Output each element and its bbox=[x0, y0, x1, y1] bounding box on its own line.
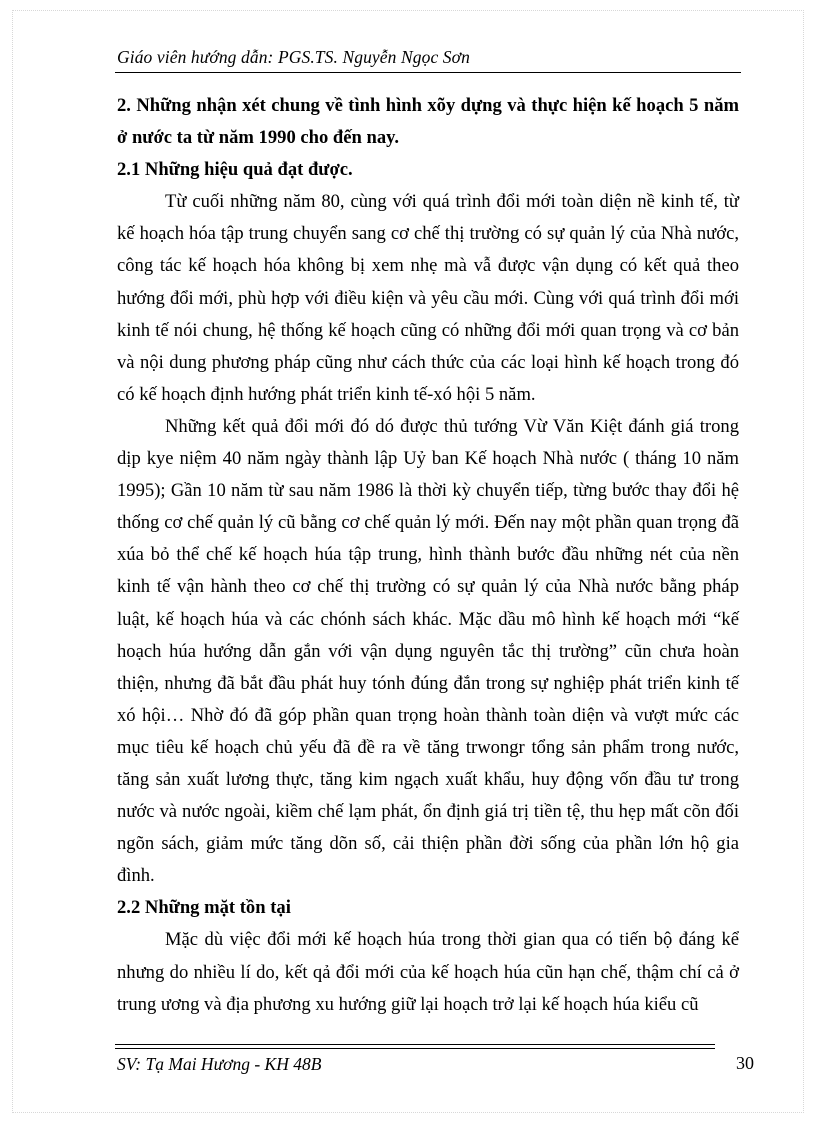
page-border-bottom bbox=[12, 1112, 804, 1113]
page-border-left bbox=[12, 10, 13, 1113]
section-title: 2. Những nhận xét chung về tình hình xõy dựng và thực hiện kế hoạch 5 năm ở nước ta từ năm 1990 cho đến nay. bbox=[117, 95, 739, 149]
page-header: Giáo viên hướng dẫn: PGS.TS. Nguyễn Ngọc Sơn bbox=[117, 47, 470, 67]
page-number: 30 bbox=[736, 1053, 754, 1073]
page-border-top bbox=[12, 10, 804, 11]
paragraph: Những kết quả đổi mới đó dó được thủ tướng Vừ Văn Kiệt đánh giá trong dịp kye niệm 40 năm ngày thành lập Uỷ ban Kế hoạch Nhà nước ( tháng 10 năm 1995); Gần 10 năm từ sau năm 1986 là thời kỳ chuyển tiếp, từng bước thay đổi hệ thống cơ chế quản lý cũ bằng cơ chế quản lý mới. Đến nay một phần quan trọng đã xúa bỏ thể chế kế hoạch húa tập trung, hình thành bước đầu những nét của nền kinh tế vận hành theo cơ chế thị trường có sự quản lý của Nhà nước bằng pháp luật, kế hoạch húa và các chónh sách khác. Mặc dầu mô hình kế hoạch mới “kế hoạch húa hướng dẫn gắn với vận dụng nguyên tắc thị trường” cũn chưa hoàn thiện, nhưng đã bắt đầu phát huy tónh đúng đắn trong sự nghiệp phát triển kinh tế xó hội… Nhờ đó đã góp phần quan trọng hoàn thành toàn diện và vượt mức các mục tiêu kế hoạch chủ yếu đã đề ra về tăng trwongr tổng sản phẩm trong nước, tăng sản xuất lương thực, tăng kim ngạch xuất khẩu, huy động vốn đầu tư trong nước và nước ngoài, kiềm chế lạm phát, ổn định giá trị tiền tệ, thu hẹp mất cõn đối ngõn sách, giảm mức tăng dõn số, cải thiện phần đời sống của phần lớn hộ gia đình. bbox=[117, 415, 739, 887]
page-border-right bbox=[803, 10, 804, 1113]
footer-rule-top bbox=[115, 1044, 715, 1045]
subsection-title-shortcomings: 2.2 Những mặt tồn tại bbox=[117, 897, 291, 919]
paragraph: Mặc dù việc đổi mới kế hoạch húa trong thời gian qua có tiến bộ đáng kể nhưng do nhiều lí do, kết qả đổi mới của kế hoạch húa cũn hạn chế, thậm chí cả ở trung ương và địa phương xu hướng giữ lại hoạch trở lại kế hoạch húa kiểu cũ bbox=[117, 929, 739, 1015]
footer-rule-bottom bbox=[115, 1048, 715, 1049]
header-rule bbox=[115, 72, 741, 73]
footer-student: SV: Tạ Mai Hương - KH 48B bbox=[117, 1054, 322, 1074]
subsection-title-achievements: 2.1 Những hiệu quả đạt được. bbox=[117, 159, 353, 181]
document-body bbox=[117, 90, 739, 1021]
paragraph: Từ cuối những năm 80, cùng với quá trình đổi mới toàn diện nề kinh tế, từ kế hoạch hóa tập trung chuyển sang cơ chế thị trường có sự quản lý của Nhà nước, công tác kế hoạch hóa không bị xem nhẹ mà vẫ được vận dụng có kết quả theo hướng đổi mới, phù hợp với điều kiện và yêu cầu mới. Cùng với quá trình đổi mới kinh tế nói chung, hệ thống kế hoạch cũng có những đổi mới quan trọng và cơ bản và nội dung phương pháp cũng như cách thức của các loại hình kế hoạch trong đó có kế hoạch định hướng phát triển kinh tế-xó hội 5 năm. bbox=[117, 191, 739, 405]
